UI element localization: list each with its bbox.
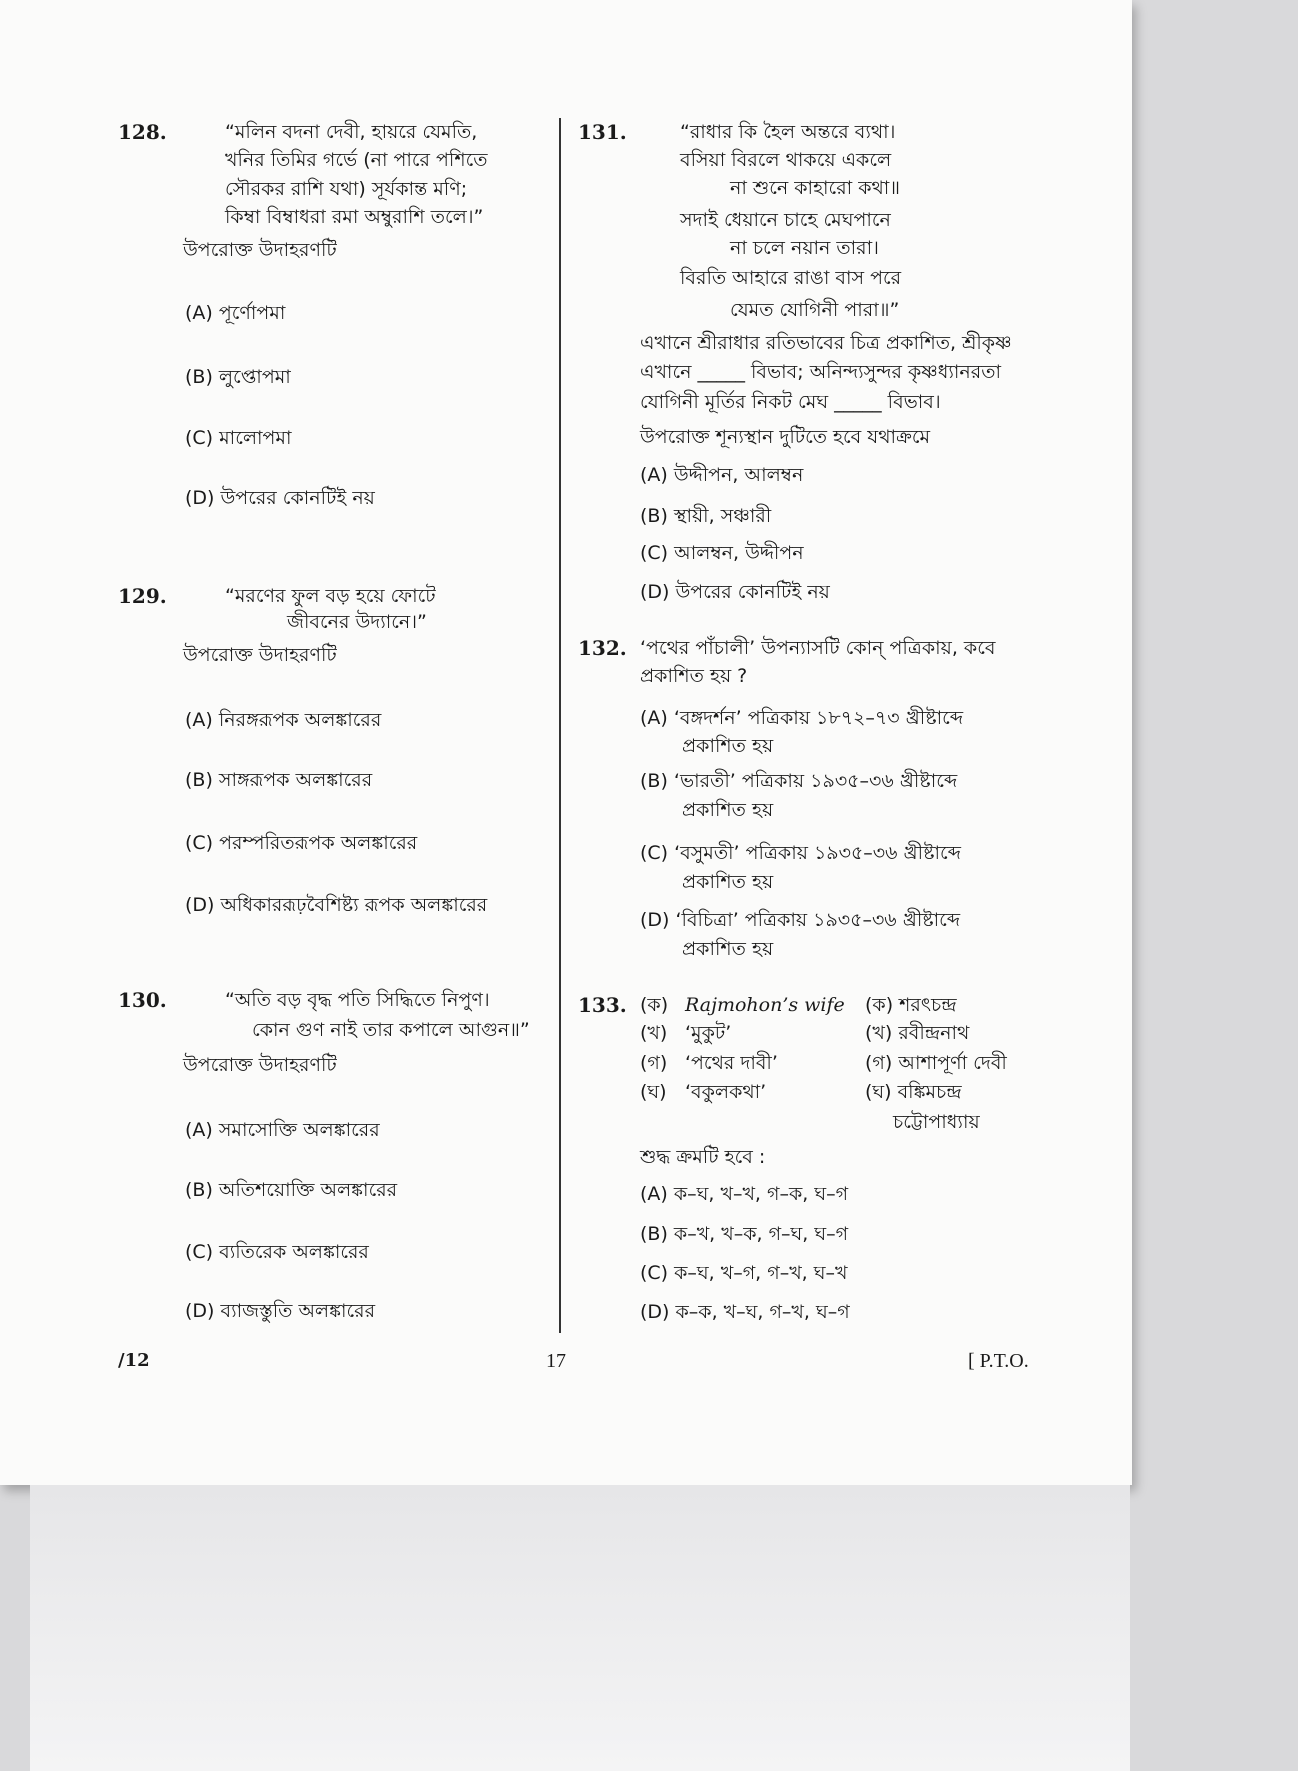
quote-line: “মলিন বদনা দেবী, হায়রে যেমতি, xyxy=(225,121,478,143)
match-right-item: (খ) রবীন্দ্রনাথ xyxy=(865,1022,970,1044)
booklet-code: /12 xyxy=(118,1350,150,1371)
option-a: (A) উদ্দীপন, আলম্বন xyxy=(640,464,804,486)
option-a: (A) সমাসোক্তি অলঙ্কারের xyxy=(185,1119,380,1141)
pto-label: [ P.T.O. xyxy=(968,1350,1029,1372)
quote-line: সদাই ধেয়ানে চাহে মেঘপানে xyxy=(680,209,891,231)
option-b: (B) লুপ্তোপমা xyxy=(185,366,291,388)
option-d-cont: প্রকাশিত হয় xyxy=(682,938,774,960)
quote-line: “রাধার কি হৈল অন্তরে ব্যথা। xyxy=(680,121,896,143)
statement-line: এখানে শ্রীরাধার রতিভাবের চিত্র প্রকাশিত, শ্রীকৃষ্ণ xyxy=(640,332,1012,354)
match-right-item-cont: চট্টোপাধ্যায় xyxy=(893,1111,980,1133)
quote-line: যেমত যোগিনী পারা॥” xyxy=(730,299,900,321)
option-b: (B) ক–খ, খ–ক, গ–ঘ, ঘ–গ xyxy=(640,1223,849,1245)
quote-line: বসিয়া বিরলে থাকয়ে একলে xyxy=(680,149,892,171)
quote-line: জীবনের উদ্যানে।” xyxy=(287,611,427,633)
match-right-item: (গ) আশাপূর্ণা দেবী xyxy=(865,1052,1007,1074)
match-left-value: Rajmohon’s wife xyxy=(685,994,845,1016)
option-b: (B) সাঙ্গরূপক অলঙ্কারের xyxy=(185,769,373,791)
option-d: (D) উপরের কোনটিই নয় xyxy=(640,581,830,603)
question-prompt: উপরোক্ত উদাহরণটি xyxy=(183,1054,337,1076)
question-number: 128. xyxy=(118,120,167,144)
option-c: (C) মালোপমা xyxy=(185,427,292,449)
option-d: (D) ‘বিচিত্রা’ পত্রিকায় ১৯৩৫–৩৬ খ্রীষ্টাব্দে xyxy=(640,909,961,931)
question-prompt: উপরোক্ত শূন্যস্থান দুটিতে হবে যথাক্রমে xyxy=(640,426,931,448)
option-b: (B) অতিশয়োক্তি অলঙ্কারের xyxy=(185,1179,398,1201)
question-prompt: উপরোক্ত উদাহরণটি xyxy=(183,239,337,261)
page-number: 17 xyxy=(546,1350,566,1372)
match-left-value: ‘পথের দাবী’ xyxy=(685,1052,778,1074)
option-c: (C) পরম্পরিতরূপক অলঙ্কারের xyxy=(185,832,418,854)
column-divider xyxy=(559,118,561,1333)
statement-line: যোগিনী মূর্তির নিকট মেঘ _____ বিভাব। xyxy=(640,391,941,413)
option-d: (D) ক–ক, খ–ঘ, গ–খ, ঘ–গ xyxy=(640,1301,850,1323)
question-text: প্রকাশিত হয় ? xyxy=(640,665,748,687)
question-number: 130. xyxy=(118,988,167,1012)
question-number: 133. xyxy=(578,993,627,1017)
option-c: (C) আলম্বন, উদ্দীপন xyxy=(640,542,804,564)
question-prompt: শুদ্ধ ক্রমটি হবে : xyxy=(640,1146,766,1168)
quote-line: “মরণের ফুল বড় হয়ে ফোটে xyxy=(225,585,436,607)
quote-line: কিম্বা বিম্বাধরা রমা অম্বুরাশি তলে।” xyxy=(225,206,484,228)
option-b: (B) ‘ভারতী’ পত্রিকায় ১৯৩৫–৩৬ খ্রীষ্টাব্দে xyxy=(640,770,958,792)
option-a: (A) ‘বঙ্গদর্শন’ পত্রিকায় ১৮৭২–৭৩ খ্রীষ্টাব্দে xyxy=(640,707,964,729)
match-left-value: ‘বকুলকথা’ xyxy=(685,1081,767,1103)
option-b-cont: প্রকাশিত হয় xyxy=(682,799,774,821)
question-number: 131. xyxy=(578,120,627,144)
option-c-cont: প্রকাশিত হয় xyxy=(682,871,774,893)
match-right-item: (ঘ) বঙ্কিমচন্দ্র xyxy=(865,1081,962,1103)
option-c: (C) ব্যতিরেক অলঙ্কারের xyxy=(185,1241,369,1263)
option-c: (C) ‘বসুমতী’ পত্রিকায় ১৯৩৫–৩৬ খ্রীষ্টাব্দে xyxy=(640,842,961,864)
option-b: (B) স্থায়ী, সঞ্চারী xyxy=(640,505,772,527)
option-d: (D) ব্যাজস্তুতি অলঙ্কারের xyxy=(185,1300,376,1322)
quote-line: “অতি বড় বৃদ্ধ পতি সিদ্ধিতে নিপুণ। xyxy=(225,989,490,1011)
question-number: 132. xyxy=(578,636,627,660)
question-prompt: উপরোক্ত উদাহরণটি xyxy=(183,644,337,666)
match-right-item: (ক) শরৎচন্দ্র xyxy=(865,994,957,1016)
quote-line: বিরতি আহারে রাঙা বাস পরে xyxy=(680,267,902,289)
quote-line: না চলে নয়ান তারা। xyxy=(730,237,879,259)
question-number: 129. xyxy=(118,584,167,608)
quote-line: কোন গুণ নাই তার কপালে আগুন॥” xyxy=(252,1019,530,1041)
quote-line: সৌরকর রাশি যথা) সূর্যকান্ত মণি; xyxy=(225,178,468,200)
match-left-key: (ঘ) xyxy=(640,1081,667,1103)
underlying-sheet xyxy=(30,1485,1130,1771)
option-c: (C) ক–ঘ, খ–গ, গ–খ, ঘ–খ xyxy=(640,1262,848,1284)
quote-line: খনির তিমির গর্ভে (না পারে পশিতে xyxy=(225,149,488,171)
option-a: (A) নিরঙ্গরূপক অলঙ্কারের xyxy=(185,709,382,731)
match-left-key: (ক) xyxy=(640,994,669,1016)
match-left-key: (খ) xyxy=(640,1022,668,1044)
match-left-key: (গ) xyxy=(640,1052,668,1074)
statement-line: এখানে _____ বিভাব; অনিন্দ্যসুন্দর কৃষ্ণধ্যানরতা xyxy=(640,361,1001,383)
option-d: (D) উপরের কোনটিই নয় xyxy=(185,487,375,509)
option-a: (A) পূর্ণোপমা xyxy=(185,302,286,324)
option-a: (A) ক–ঘ, খ–খ, গ–ক, ঘ–গ xyxy=(640,1183,849,1205)
question-text: ‘পথের পাঁচালী’ উপন্যাসটি কোন্ পত্রিকায়, কবে xyxy=(640,637,996,659)
quote-line: না শুনে কাহারো কথা॥ xyxy=(730,177,901,199)
option-d: (D) অধিকাররূঢ়বৈশিষ্ট্য রূপক অলঙ্কারের xyxy=(185,894,488,916)
option-a-cont: প্রকাশিত হয় xyxy=(682,735,774,757)
match-left-value: ‘মুকুট’ xyxy=(685,1022,732,1044)
